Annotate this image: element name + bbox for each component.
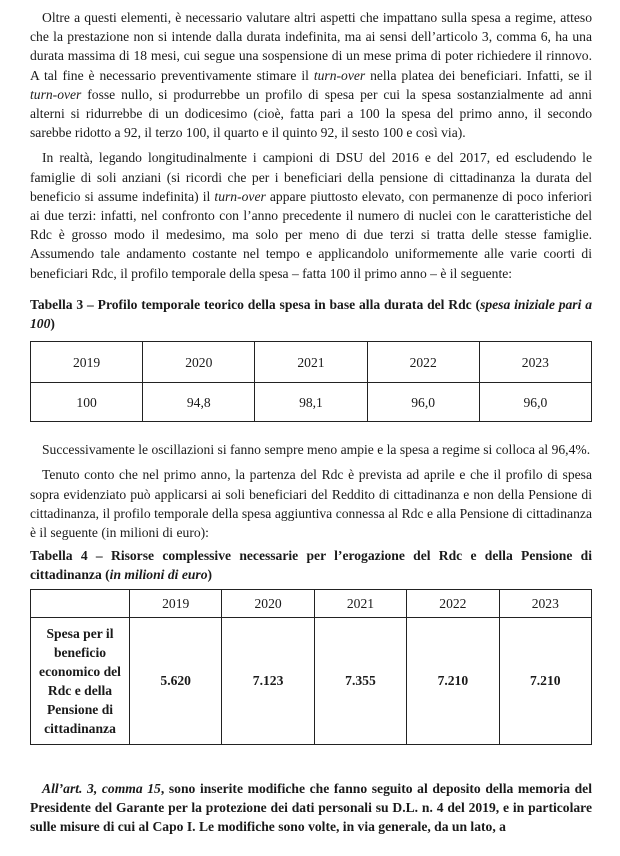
table-cell: 7.355 <box>314 617 406 744</box>
table-header-cell: 2020 <box>222 589 314 617</box>
paragraph-text: , sono inserite modifiche che fanno seguito al deposito della memoria del Presidente del Garante per la protezione dei dati personali su D.L. n. 4 del 2019, e in particolare sulle misure di cui al Capo I. Le modifiche sono volte, in via generale, da un lato, a <box>30 780 592 835</box>
table-cell: 7.210 <box>499 617 591 744</box>
table-row <box>31 617 592 744</box>
table3 <box>30 341 592 422</box>
caption-text: ) <box>50 316 55 332</box>
table-header-cell: 2019 <box>31 342 143 383</box>
table-header-cell: 2020 <box>143 342 255 383</box>
table-header-cell: 2019 <box>130 589 222 617</box>
paragraph-article <box>30 779 592 837</box>
table4-caption <box>30 546 592 584</box>
table-cell: 5.620 <box>130 617 222 744</box>
table-header-cell: 2021 <box>255 342 367 383</box>
paragraph-text: appare piuttosto elevato, con permanenze di poco inferiori ai due terzi: infatti, nel confronto con l’anno precedente il numero di nuclei con le caratteristiche del Rdc è grosso modo il medesimo, ma solo per meno di due terzi si tratta delle stesse famiglie. Assumendo tale andamento costante nel tempo e applicandolo uniformemente alle varie coorti di beneficiari Rdc, il profilo temporale della spesa – fatta 100 il primo anno – è il seguente: <box>30 188 592 281</box>
paragraph-text: fosse nullo, si produrrebbe un profilo di spesa per cui la spesa sostanzialmente ad anni alterni si ridurrebbe di un dodicesimo (cioè, fatta pari a 100 la spesa del primo anno, il secondo sarebbe ridotto a 92, il terzo 100, il quarto e il quinto 92, il sesto 100 e così via). <box>30 86 592 141</box>
table-header-cell: 2022 <box>407 589 499 617</box>
caption-italic: in milioni di euro <box>109 567 208 583</box>
document-page <box>30 8 592 836</box>
table-cell: 100 <box>31 383 143 422</box>
table3-caption <box>30 295 592 333</box>
table4 <box>30 589 592 745</box>
paragraph-text: In realtà, legando longitudinalmente i campioni di DSU del 2016 e del 2017, ed escludendo le famiglie di soli anziani (si ricordi che per i beneficiari della pensione di cittadinanza la durata del beneficio si assume indefinita) il <box>30 150 592 204</box>
table-row-header: Spesa per il beneficio economico del Rdc e della Pensione di cittadinanza <box>31 617 130 744</box>
table-cell: 94,8 <box>143 383 255 422</box>
table-cell: 96,0 <box>367 383 479 422</box>
caption-text: Tabella 3 – Profilo temporale teorico della spesa in base alla durata del Rdc ( <box>30 296 481 312</box>
paragraph-turnover <box>30 8 592 142</box>
emphasis-term: turn-over <box>313 67 366 83</box>
table-cell: 7.123 <box>222 617 314 744</box>
caption-italic: spesa iniziale pari a 100 <box>30 296 592 332</box>
table-header-row <box>31 342 592 383</box>
table-header-cell: 2023 <box>499 589 591 617</box>
table-header-row <box>31 589 592 617</box>
table-cell: 96,0 <box>479 383 591 422</box>
caption-text: ) <box>207 567 213 583</box>
paragraph-profile: Tenuto conto che nel primo anno, la partenza del Rdc è prevista ad aprile e che il profilo di spesa sopra evidenziato può applicarsi ai soli beneficiari del Reddito di cittadinanza e non della Pensione di cittadinanza, il profilo temporale della spesa aggiuntiva connessa al Rdc e alla Pensione di cittadinanza è il seguente (in milioni di euro): <box>30 467 592 541</box>
paragraph-text: nella platea dei beneficiari. Infatti, se il <box>365 67 592 83</box>
table-corner-cell <box>31 589 130 617</box>
article-reference: All’art. 3, comma 15 <box>42 780 161 796</box>
paragraph-dsu <box>30 148 592 282</box>
table-header-cell: 2021 <box>314 589 406 617</box>
emphasis-term: turn-over <box>214 188 266 204</box>
paragraph-text: Oltre a questi elementi, è necessario valutare altri aspetti che impattano sulla spesa a regime, atteso che la prestazione non si intende dalla durata indefinita, ma ai sensi dell’articolo 3, comma 6, ha una durata massima di 18 mesi, cui segue una sospensione di un mese prima di poter richiedere il rinnovo. A tal fine è necessario preventivamente stimare il <box>30 10 592 83</box>
paragraph-oscillations: Successivamente le oscillazioni si fanno sempre meno ampie e la spesa a regime si colloca al 96,4%. <box>42 442 591 458</box>
table-row <box>31 383 592 422</box>
table-header-cell: 2023 <box>479 342 591 383</box>
emphasis-term: turn-over <box>30 86 82 102</box>
table-cell: 7.210 <box>407 617 499 744</box>
table-cell: 98,1 <box>255 383 367 422</box>
caption-text: Tabella 4 – Risorse complessive necessarie per l’erogazione del Rdc e della Pensione di cittadinanza ( <box>30 548 592 583</box>
table-header-cell: 2022 <box>367 342 479 383</box>
